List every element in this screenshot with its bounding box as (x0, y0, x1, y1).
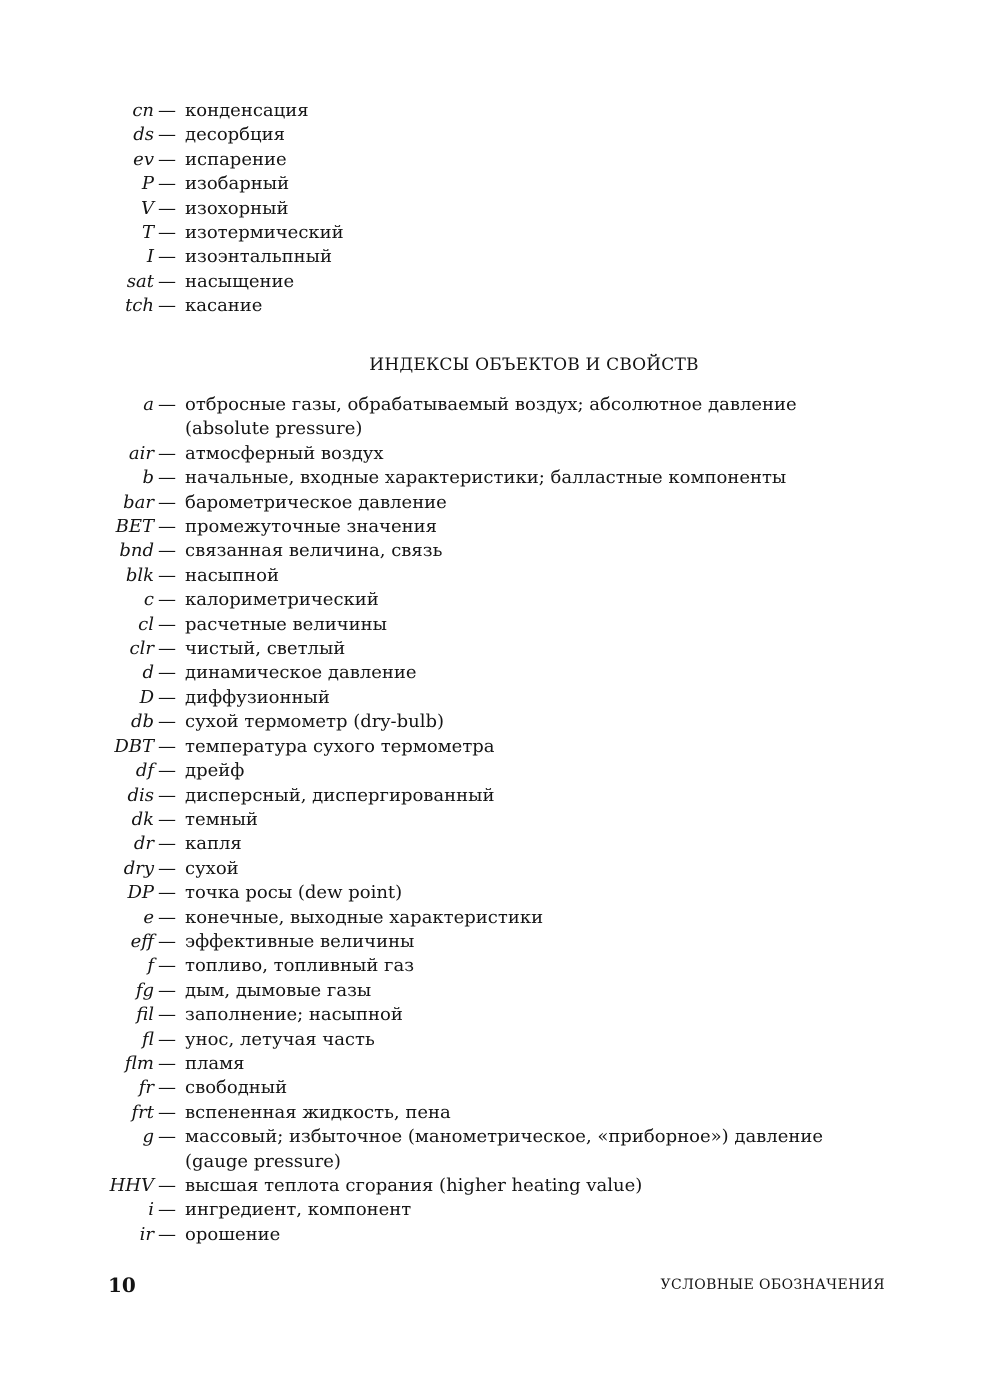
object-property-indices-list (0, 393, 987, 1247)
dash: — (158, 735, 176, 757)
symbol: fg (135, 979, 154, 1001)
symbol: cn (132, 100, 154, 121)
list-item (0, 784, 987, 808)
definition: насыпной (185, 564, 279, 586)
definition: изобарный (185, 173, 290, 195)
definition: капля (185, 833, 242, 855)
list-item (0, 1028, 987, 1052)
definition: дисперсный, диспергированный (185, 784, 495, 806)
symbol: d (142, 662, 154, 684)
symbol: tch (125, 295, 154, 317)
dash: — (158, 857, 176, 879)
definition: орошение (185, 1223, 281, 1245)
definition: конечные, выходные характеристики (185, 906, 544, 928)
definition: дым, дымовые газы (185, 979, 372, 1001)
dash: — (158, 516, 176, 538)
definition: связанная величина, связь (185, 540, 443, 562)
list-item (0, 1052, 987, 1076)
symbol: dry (123, 857, 154, 879)
list-item (0, 564, 987, 588)
definition: температура сухого термометра (185, 735, 495, 757)
dash: — (158, 173, 176, 195)
dash: — (158, 808, 176, 830)
symbol: dk (131, 808, 154, 830)
list-item (0, 954, 987, 978)
list-item (0, 1198, 987, 1222)
list-item (0, 99, 987, 123)
dash: — (158, 1126, 176, 1148)
definition: темный (185, 808, 258, 830)
dash: — (158, 589, 176, 611)
list-item (0, 1003, 987, 1027)
dash: — (158, 222, 176, 244)
symbol: HHV (109, 1175, 154, 1196)
symbol: blk (125, 564, 154, 586)
dash: — (158, 148, 176, 170)
list-item (0, 930, 987, 954)
list-item (0, 466, 987, 490)
list-item (0, 442, 987, 466)
definition: диффузионный (185, 686, 330, 708)
definition: заполнение; насыпной (185, 1004, 403, 1026)
list-item (0, 148, 987, 172)
list-item (0, 906, 987, 930)
list-item (0, 515, 987, 539)
dash: — (158, 1052, 176, 1074)
definition: топливо, топливный газ (185, 955, 415, 977)
dash: — (158, 1101, 176, 1123)
dash: — (158, 491, 176, 513)
definition: чистый, светлый (185, 638, 346, 660)
definition: изоэнтальпный (185, 246, 332, 268)
dash: — (158, 1028, 176, 1050)
definition: ингредиент, компонент (185, 1199, 412, 1221)
definition: конденсация (185, 100, 309, 121)
definition: массовый; избыточное (манометрическое, «приборное») давление (gauge pressure) (185, 1126, 824, 1172)
definition: промежуточные значения (185, 516, 437, 538)
list-item (0, 881, 987, 905)
definition: расчетные величины (185, 613, 387, 635)
symbol: db (130, 711, 154, 733)
symbol: c (143, 589, 154, 611)
symbol: g (142, 1126, 154, 1148)
definition: атмосферный воздух (185, 442, 384, 464)
list-item (0, 832, 987, 856)
dash: — (158, 1223, 176, 1245)
definition: касание (185, 295, 263, 317)
symbol: T (141, 222, 154, 244)
dash: — (158, 124, 176, 146)
list-item (0, 393, 987, 442)
definition: барометрическое давление (185, 491, 447, 513)
dash: — (158, 760, 176, 782)
dash: — (158, 833, 176, 855)
dash: — (158, 1175, 176, 1196)
definition: изотермический (185, 222, 344, 244)
symbol: bar (123, 491, 154, 513)
symbol: clr (129, 638, 154, 660)
definition: сухой термометр (dry-bulb) (185, 711, 445, 733)
symbol: dis (127, 784, 154, 806)
symbol: a (143, 394, 154, 415)
list-item (0, 979, 987, 1003)
definition: свободный (185, 1077, 288, 1099)
list-item (0, 588, 987, 612)
symbol: sat (126, 270, 154, 292)
definition: калориметрический (185, 589, 379, 611)
definition: сухой (185, 857, 239, 879)
symbol: b (142, 467, 154, 489)
list-item (0, 686, 987, 710)
list-item (0, 808, 987, 832)
definition: динамическое давление (185, 662, 417, 684)
definition: десорбция (185, 124, 285, 146)
dash: — (158, 100, 176, 121)
symbol: f (147, 955, 154, 977)
section-heading: ИНДЕКСЫ ОБЪЕКТОВ И СВОЙСТВ (369, 355, 699, 375)
dash: — (158, 711, 176, 733)
dash: — (158, 295, 176, 317)
list-item (0, 539, 987, 563)
list-item (0, 197, 987, 221)
dash: — (158, 246, 176, 268)
dash: — (158, 955, 176, 977)
symbol: dr (133, 833, 154, 855)
list-item (0, 735, 987, 759)
definition: эффективные величины (185, 930, 415, 952)
dash: — (158, 882, 176, 904)
dash: — (158, 270, 176, 292)
definition: вспененная жидкость, пена (185, 1101, 451, 1123)
list-item (0, 1076, 987, 1100)
definition: высшая теплота сгорания (higher heating value) (185, 1175, 643, 1196)
symbol: D (139, 686, 154, 708)
symbol: cl (138, 613, 154, 635)
dash: — (158, 784, 176, 806)
list-item (0, 637, 987, 661)
list-item (0, 661, 987, 685)
list-item (0, 1101, 987, 1125)
dash: — (158, 564, 176, 586)
symbol: air (128, 442, 154, 464)
list-item (0, 613, 987, 637)
dash: — (158, 662, 176, 684)
symbol: bnd (119, 540, 154, 562)
symbol: i (148, 1199, 154, 1221)
definition: изохорный (185, 197, 289, 219)
symbol: I (146, 246, 154, 268)
symbol: df (135, 760, 154, 782)
process-indices-list (0, 99, 987, 319)
dash: — (158, 540, 176, 562)
symbol: ds (133, 124, 154, 146)
dash: — (158, 638, 176, 660)
running-title: УСЛОВНЫЕ ОБОЗНАЧЕНИЯ (660, 1277, 885, 1293)
symbol: DBT (114, 735, 154, 757)
definition: точка росы (dew point) (185, 882, 403, 904)
symbol: fl (141, 1028, 154, 1050)
list-item (0, 759, 987, 783)
list-item (0, 294, 987, 318)
definition: дрейф (185, 760, 245, 782)
list-item (0, 857, 987, 881)
symbol: flm (124, 1052, 154, 1074)
list-item (0, 1174, 987, 1198)
list-item (0, 710, 987, 734)
symbol: P (141, 173, 154, 195)
dash: — (158, 930, 176, 952)
symbol: eff (130, 930, 154, 952)
dash: — (158, 1004, 176, 1026)
symbol: ir (139, 1223, 154, 1245)
list-item (0, 245, 987, 269)
definition: унос, летучая часть (185, 1028, 375, 1050)
page-number: 10 (108, 1273, 136, 1297)
definition: испарение (185, 148, 287, 170)
dash: — (158, 1077, 176, 1099)
dash: — (158, 467, 176, 489)
definition: отбросные газы, обрабатываемый воздух; абсолютное давление (absolute pressure) (185, 394, 797, 440)
definition: пламя (185, 1052, 245, 1074)
definition: начальные, входные характеристики; балластные компоненты (185, 467, 787, 489)
dash: — (158, 197, 176, 219)
dash: — (158, 394, 176, 415)
dash: — (158, 1199, 176, 1221)
list-item (0, 270, 987, 294)
list-item (0, 491, 987, 515)
dash: — (158, 906, 176, 928)
dash: — (158, 613, 176, 635)
symbol: ev (133, 148, 154, 170)
dash: — (158, 979, 176, 1001)
symbol: BET (115, 516, 154, 538)
symbol: DP (127, 882, 154, 904)
list-item (0, 1125, 987, 1174)
list-item (0, 221, 987, 245)
list-item (0, 1223, 987, 1247)
dash: — (158, 686, 176, 708)
list-item (0, 123, 987, 147)
symbol: V (141, 197, 154, 219)
list-item (0, 172, 987, 196)
definition: насыщение (185, 270, 295, 292)
symbol: e (143, 906, 154, 928)
symbol: frt (131, 1101, 154, 1123)
symbol: fil (136, 1004, 154, 1026)
dash: — (158, 442, 176, 464)
symbol: fr (138, 1077, 154, 1099)
